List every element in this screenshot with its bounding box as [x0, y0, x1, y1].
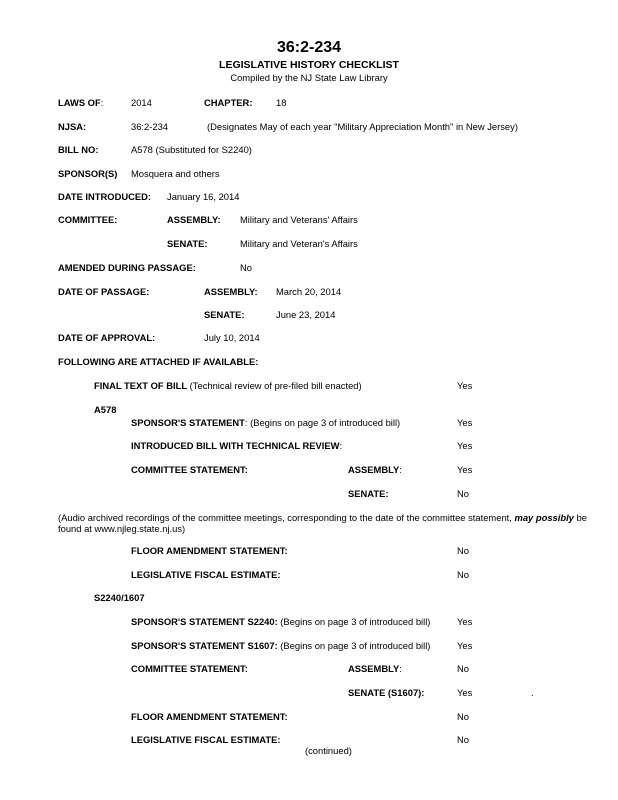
audio-note-part2: be found at www.njleg.state.nj.us) [58, 512, 587, 534]
s2240-fiscal-estimate-value: No [457, 734, 469, 745]
trailing-period: . [531, 687, 534, 698]
a578-fiscal-estimate-label: LEGISLATIVE FISCAL ESTIMATE: [131, 569, 281, 580]
a578-floor-amendment-value: No [457, 545, 469, 556]
committee-senate-value: Military and Veteran's Affairs [240, 238, 358, 249]
njsa-value: 36:2-234 [131, 121, 169, 132]
passage-assembly-label: ASSEMBLY: [204, 286, 258, 297]
s2240-floor-amendment-value: No [457, 711, 469, 722]
s2240-committee-assembly-value: No [457, 663, 469, 674]
date-of-approval-label: DATE OF APPROVAL: [58, 332, 156, 343]
s2240-sponsor-note: (Begins on page 3 of introduced bill) [277, 616, 431, 627]
a578-committee-senate-value: No [457, 488, 469, 499]
committee-senate-label: SENATE: [167, 238, 208, 249]
a578-fiscal-estimate-value: No [457, 569, 469, 580]
njsa-description: (Designates May of each year "Military Appreciation Month" in New Jersey) [207, 121, 518, 132]
sponsors-value: Mosquera and others [131, 168, 220, 179]
a578-committee-assembly-label: ASSEMBLY [348, 464, 400, 475]
laws-of-value: 2014 [131, 97, 152, 108]
a578-sponsor-statement-row [131, 418, 400, 427]
a578-committee-assembly [348, 465, 402, 474]
continued-note: (continued) [305, 745, 352, 756]
date-of-approval-value: July 10, 2014 [204, 332, 260, 343]
a578-committee-senate-label: SENATE: [348, 488, 389, 499]
a578-committee-statement-label: COMMITTEE STATEMENT: [131, 464, 248, 475]
final-text-note: (Technical review of pre-filed bill enacted) [187, 380, 362, 391]
compiled-by: Compiled by the NJ State Law Library [230, 72, 388, 83]
a578-committee-assembly-colon: : [399, 464, 402, 475]
committee-label: COMMITTEE: [58, 214, 118, 225]
amended-value: No [240, 262, 252, 273]
njsa-label: NJSA: [58, 121, 87, 132]
bill-no-value: A578 (Substituted for S2240) [131, 144, 252, 155]
s2240-fiscal-estimate-label: LEGISLATIVE FISCAL ESTIMATE: [131, 734, 281, 745]
a578-sponsor-statement-label: SPONSOR'S STATEMENT [131, 417, 245, 428]
final-text-value: Yes [457, 380, 473, 391]
chapter-value: 18 [276, 97, 287, 108]
laws-of-label: LAWS OF [58, 97, 101, 108]
a578-floor-amendment-label: FLOOR AMENDMENT STATEMENT: [131, 545, 288, 556]
s2240-committee-assembly-label: ASSEMBLY [348, 663, 400, 674]
a578-introduced-bill-value: Yes [457, 440, 473, 451]
committee-assembly-label: ASSEMBLY: [167, 214, 221, 225]
a578-sponsor-statement-value: Yes [457, 417, 473, 428]
bill-no-label: BILL NO: [58, 144, 99, 155]
audio-note [58, 512, 608, 534]
passage-senate-label: SENATE: [204, 309, 245, 320]
sponsors-label: SPONSOR(S) [58, 168, 118, 179]
a578-sponsor-statement-note: : (Begins on page 3 of introduced bill) [244, 417, 401, 428]
page-title: 36:2-234 [276, 39, 342, 56]
date-introduced-value: January 16, 2014 [167, 191, 240, 202]
passage-assembly-value: March 20, 2014 [276, 286, 342, 297]
s2240-committee-statement-label: COMMITTEE STATEMENT: [131, 663, 248, 674]
laws-of-field [58, 98, 103, 107]
laws-of-colon: : [100, 97, 104, 108]
s2240-sponsor-row [131, 617, 430, 626]
a578-heading: A578 [94, 404, 117, 415]
s1607-sponsor-label: SPONSOR'S STATEMENT S1607: [131, 640, 278, 651]
date-introduced-label: DATE INTRODUCED: [58, 191, 152, 202]
audio-note-part1: (Audio archived recordings of the committee meetings, corresponding to the date of the committee statement, [58, 512, 515, 523]
following-heading: FOLLOWING ARE ATTACHED IF AVAILABLE: [58, 356, 259, 367]
s1607-sponsor-row [131, 641, 430, 650]
audio-note-emphasis: may possibly [514, 512, 574, 523]
passage-senate-value: June 23, 2014 [276, 309, 336, 320]
chapter-label: CHAPTER: [204, 97, 253, 108]
final-text-row [94, 381, 362, 390]
s2240-sponsor-value: Yes [457, 616, 473, 627]
final-text-label: FINAL TEXT OF BILL [94, 380, 188, 391]
amended-label: AMENDED DURING PASSAGE: [58, 262, 196, 273]
s2240-floor-amendment-label: FLOOR AMENDMENT STATEMENT: [131, 711, 288, 722]
a578-introduced-bill-label: INTRODUCED BILL WITH TECHNICAL REVIEW [131, 440, 340, 451]
s2240-committee-senate-label: SENATE (S1607): [348, 687, 425, 698]
s2240-committee-senate-value: Yes [457, 687, 473, 698]
committee-assembly-value: Military and Veterans' Affairs [240, 214, 358, 225]
a578-introduced-bill-row [131, 441, 342, 450]
s2240-heading: S2240/1607 [94, 592, 145, 603]
a578-committee-assembly-value: Yes [457, 464, 473, 475]
s2240-sponsor-label: SPONSOR'S STATEMENT S2240: [131, 616, 278, 627]
date-of-passage-label: DATE OF PASSAGE: [58, 286, 150, 297]
s1607-sponsor-value: Yes [457, 640, 473, 651]
page-subtitle: LEGISLATIVE HISTORY CHECKLIST [219, 59, 399, 71]
s2240-committee-assembly [348, 664, 402, 673]
s1607-sponsor-note: (Begins on page 3 of introduced bill) [277, 640, 431, 651]
s2240-committee-assembly-colon: : [399, 663, 402, 674]
a578-introduced-bill-colon: : [339, 440, 343, 451]
